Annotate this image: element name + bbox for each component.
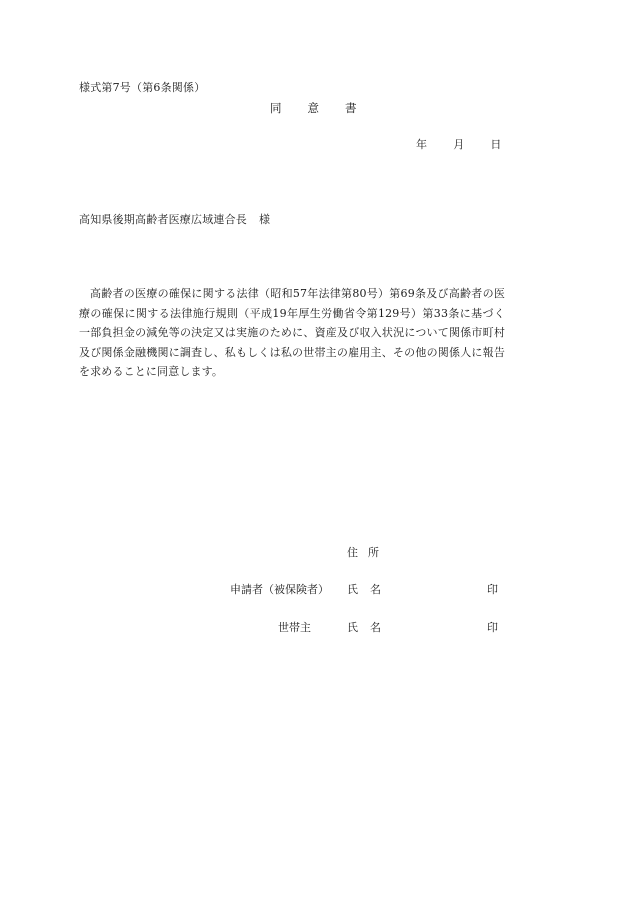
applicant-name-label bbox=[347, 583, 381, 597]
title-char-2: 意 bbox=[307, 101, 319, 115]
addressee-honorific: 様 bbox=[259, 213, 271, 226]
address-label-char-1: 住 bbox=[347, 546, 358, 559]
addressee-line bbox=[79, 213, 270, 227]
form-number-label: 様式第7号（第6条関係） bbox=[79, 81, 206, 94]
date-month-label: 月 bbox=[453, 138, 465, 151]
date-year-label: 年 bbox=[416, 138, 428, 151]
date-day-label: 日 bbox=[490, 138, 502, 151]
applicant-name-char-2: 名 bbox=[370, 583, 381, 596]
applicant-seal-mark: 印 bbox=[487, 583, 498, 596]
title-char-1: 同 bbox=[270, 101, 282, 115]
applicant-label: 申請者（被保険者） bbox=[230, 583, 329, 596]
householder-name-label bbox=[347, 621, 381, 635]
title-char-3: 書 bbox=[345, 101, 357, 115]
householder-seal-mark: 印 bbox=[487, 621, 498, 634]
addressee-name: 高知県後期高齢者医療広域連合長 bbox=[79, 213, 247, 226]
document-title bbox=[270, 101, 357, 115]
address-label bbox=[347, 546, 379, 560]
date-line bbox=[416, 138, 502, 152]
applicant-name-char-1: 氏 bbox=[347, 583, 358, 596]
consent-body-text: 高齢者の医療の確保に関する法律（昭和57年法律第80号）第69条及び高齢者の医療の確保に関する法律施行規則（平成19年厚生労働省令第129号）第33条に基づく一部負担金の減免等の決定又は実施のために、資産及び収入状況について関係市町村及び関係金融機関に調査し、私もしくは私の世帯主の雇用主、その他の関係人に報告を求めることに同意します。 bbox=[79, 287, 505, 378]
householder-name-char-1: 氏 bbox=[347, 621, 358, 634]
householder-label: 世帯主 bbox=[278, 621, 311, 634]
address-label-char-2: 所 bbox=[368, 546, 379, 559]
householder-name-char-2: 名 bbox=[370, 621, 381, 634]
